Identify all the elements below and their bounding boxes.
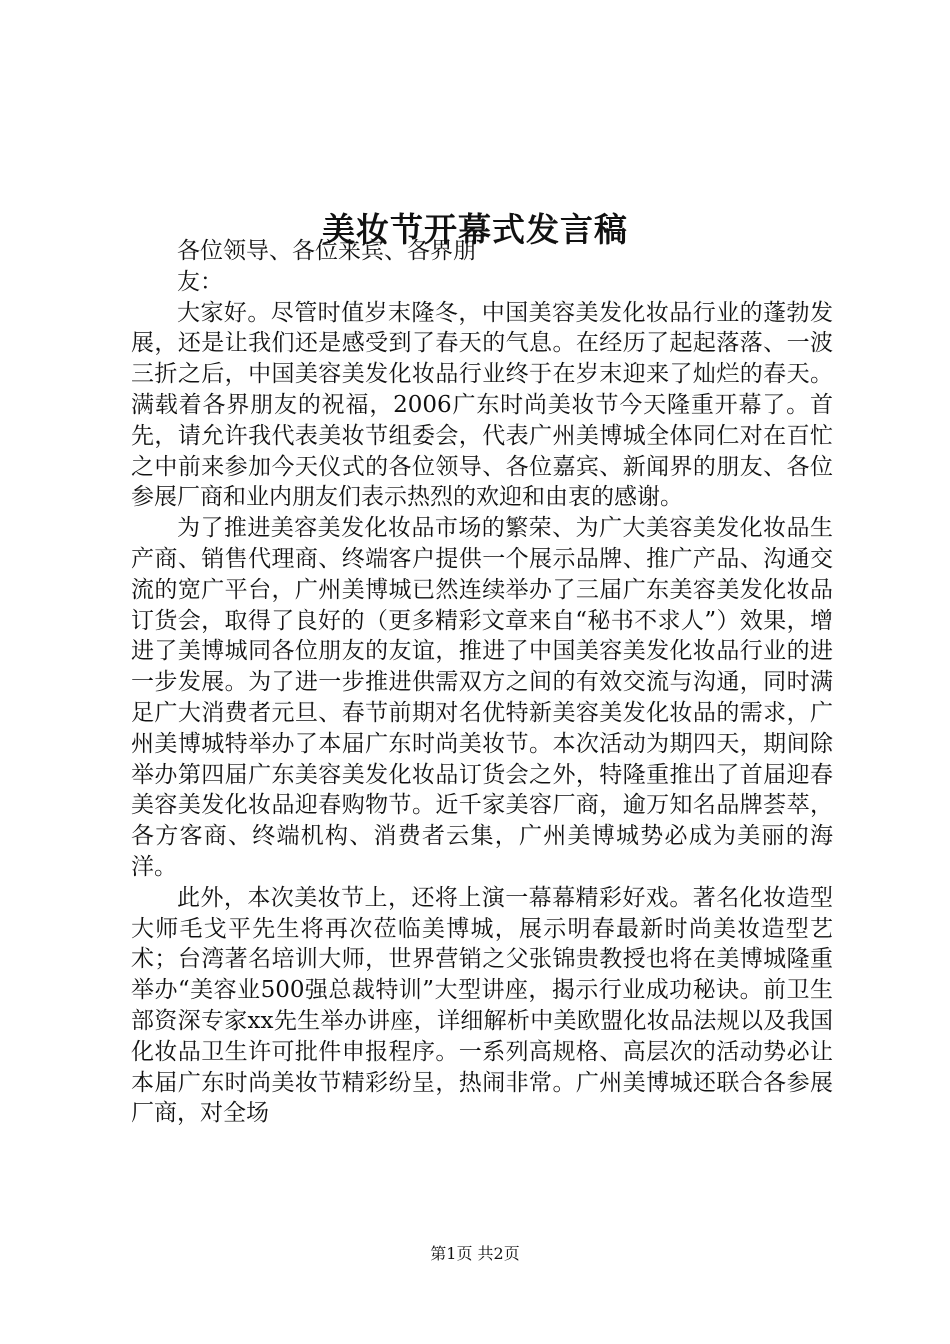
salutation: 各位领导、各位来宾、各界朋友： — [177, 238, 476, 295]
paragraph-1: 大家好。尽管时值岁末隆冬，中国美容美发化妆品行业的蓬勃发展，还是让我们还是感受到了春天的气息。在经历了起起落落、一波三折之后，中国美容美发化妆品行业终于在岁末迎来了灿烂的春天。满载着各界朋友的祝福，2006广东时尚美妆节今天隆重开幕了。首先，请允许我代表美妆节组委会，代表广州美博城全体同仁对在百忙之中前来参加今天仪式的各位领导、各位嘉宾、新闻界的朋友、各位参展厂商和业内朋友们表示热烈的欢迎和由衷的感谢。 — [131, 299, 833, 511]
page-footer: 第1页 共2页 — [430, 1244, 520, 1263]
document-body — [131, 236, 833, 1129]
document-title: 美妆节开幕式发言稿 — [322, 210, 628, 250]
paragraph-2: 为了推进美容美发化妆品市场的繁荣、为广大美容美发化妆品生产商、销售代理商、终端客户提供一个展示品牌、推广产品、沟通交流的宽广平台，广州美博城已然连续举办了三届广东美容美发化妆品订货会，取得了良好的（更多精彩文章来自“秘书不求人”）效果，增进了美博城同各位朋友的友谊，推进了中国美容美发化妆品行业的进一步发展。为了进一步推进供需双方之间的有效交流与沟通，同时满足广大消费者元旦、春节前期对名优特新美容美发化妆品的需求，广州美博城特举办了本届广东时尚美妆节。本次活动为期四天，期间除举办第四届广东美容美发化妆品订货会之外，特隆重推出了首届迎春美容美发化妆品迎春购物节。近千家美容厂商，逾万知名品牌荟萃，各方客商、终端机构、消费者云集，广州美博城势必成为美丽的海洋。 — [131, 515, 833, 880]
paragraph-3: 此外，本次美妆节上，还将上演一幕幕精彩好戏。著名化妆造型大师毛戈平先生将再次莅临美博城，展示明春最新时尚美妆造型艺术；台湾著名培训大师，世界营销之父张锦贵教授也将在美博城隆重举办“美容业500强总裁特训”大型讲座，揭示行业成功秘诀。前卫生部资深专家xx先生举办讲座，详细解析中美欧盟化妆品法规以及我国化妆品卫生许可批件申报程序。一系列高规格、高层次的活动势必让本届广东时尚美妆节精彩纷呈，热闹非常。广州美博城还联合各参展厂商，对全场 — [131, 884, 833, 1127]
